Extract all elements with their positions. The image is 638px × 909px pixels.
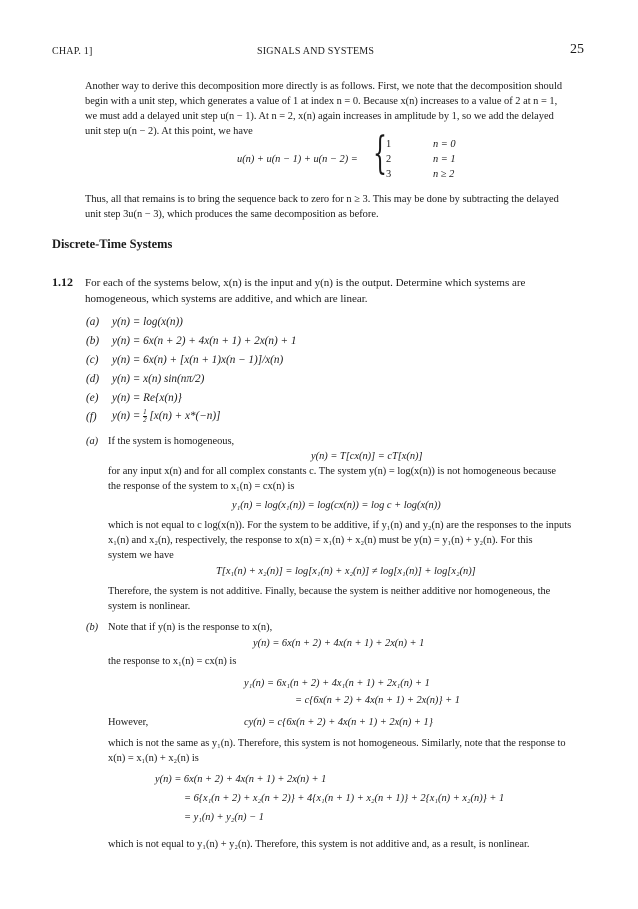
item-text-c: y(n) = 6x(n) + [x(n + 1)x(n − 1)]/x(n) bbox=[112, 354, 284, 366]
solution-b-line-1: Note that if y(n) is the response to x(n), bbox=[108, 622, 273, 633]
solution-b-label: (b) bbox=[86, 622, 99, 633]
item-label-b: (b) bbox=[86, 335, 100, 347]
solution-b-however: However, bbox=[108, 717, 149, 728]
solution-a-eq-1: y(n) = T[cx(n)] = cT[x(n)] bbox=[311, 451, 423, 462]
section-heading: Discrete-Time Systems bbox=[52, 237, 173, 251]
solution-b-line-2: the response to x₁(n) = cx(n) is bbox=[108, 656, 237, 667]
fraction-denominator: 2 bbox=[143, 416, 147, 424]
intro-line-4: unit step u(n − 2). At this point, we have bbox=[85, 126, 253, 137]
problem-number: 1.12 bbox=[52, 275, 73, 289]
intro-line-2: begin with a unit step, which generates a value of 1 at index n = 0. Because x(n) increases to a value of 2 at n = 1, bbox=[85, 96, 558, 107]
item-label-e: (e) bbox=[86, 392, 99, 404]
solution-a-line-2: for any input x(n) and for all complex constants c. The system y(n) = log(x(n)) is not homogeneous because bbox=[108, 466, 557, 477]
solution-a-line-6: system we have bbox=[108, 550, 174, 561]
chapter-label: CHAP. 1] bbox=[52, 46, 93, 57]
solution-a-eq-3: T[x₁(n) + x₂(n)] = log[x₁(n) + x₂(n)] ≠ log[x₁(n)] + log[x₂(n)] bbox=[216, 566, 476, 577]
solution-a-line-8: system is nonlinear. bbox=[108, 601, 191, 612]
left-brace: { bbox=[373, 128, 387, 179]
case-condition-3: n ≥ 2 bbox=[433, 169, 455, 180]
item-text-b: y(n) = 6x(n + 2) + 4x(n + 1) + 2x(n) + 1 bbox=[112, 335, 297, 347]
case-value-3: 3 bbox=[386, 169, 392, 180]
solution-b-eq-4b: = 6{x₁(n + 2) + x₂(n + 2)} + 4{x₁(n + 1) + x₂(n + 1)} + 2{x₁(n) + x₂(n)} + 1 bbox=[184, 793, 505, 804]
item-label-c: (c) bbox=[86, 354, 99, 366]
solution-b-eq-3: cy(n) = c{6x(n + 2) + 4x(n + 1) + 2x(n) + 1} bbox=[244, 717, 433, 728]
solution-b-eq-2b: = c{6x(n + 2) + 4x(n + 1) + 2x(n)} + 1 bbox=[295, 695, 460, 706]
intro-line-5: Thus, all that remains is to bring the sequence back to zero for n ≥ 3. This may be done by subtracting the delayed bbox=[85, 194, 559, 205]
case-condition-2: n = 1 bbox=[433, 154, 456, 165]
solution-a-line-5: x₁(n) and x₂(n), respectively, the response to x(n) = x₁(n) + x₂(n) must be y(n) = y₁(n) + y₂(n). For this bbox=[108, 535, 533, 546]
solution-a-eq-2: y₁(n) = log(x₁(n)) = log(cx(n)) = log c + log(x(n)) bbox=[232, 500, 441, 511]
fraction-numerator: 1 bbox=[143, 408, 147, 416]
piecewise-lhs: u(n) + u(n − 1) + u(n − 2) = bbox=[237, 154, 358, 165]
solution-a-line-7: Therefore, the system is not additive. Finally, because the system is neither additive nor homogeneous, the bbox=[108, 586, 551, 597]
item-text-a: y(n) = log(x(n)) bbox=[112, 316, 183, 328]
solution-b-eq-2a: y₁(n) = 6x₁(n + 2) + 4x₁(n + 1) + 2x₁(n) + 1 bbox=[244, 678, 430, 689]
intro-line-3: we must add a delayed unit step u(n − 1). At n = 2, x(n) again increases in amplitude by 1, so we add the delayed bbox=[85, 111, 554, 122]
one-half-fraction bbox=[143, 409, 147, 424]
item-text-e: y(n) = Re{x(n)} bbox=[112, 392, 182, 404]
solution-b-line-3: which is not the same as y₁(n). Therefore, this system is not homogeneous. Similarly, note that the response to bbox=[108, 738, 566, 749]
intro-line-6: unit step 3u(n − 3), which produces the same decomposition as before. bbox=[85, 209, 379, 220]
intro-line-1: Another way to derive this decomposition more directly is as follows. First, we note that the decomposition should bbox=[85, 81, 563, 92]
problem-line-1: For each of the systems below, x(n) is the input and y(n) is the output. Determine which systems are bbox=[85, 277, 526, 289]
solution-a-line-4: which is not equal to c log(x(n)). For the system to be additive, if y₁(n) and y₂(n) are the responses to the inputs bbox=[108, 520, 572, 531]
problem-line-2: homogeneous, which systems are additive, and which are linear. bbox=[85, 293, 368, 305]
solution-b-line-5: which is not equal to y₁(n) + y₂(n). Therefore, this system is not additive and, as a result, is nonlinear. bbox=[108, 839, 530, 850]
running-title: SIGNALS AND SYSTEMS bbox=[257, 46, 375, 57]
case-value-2: 2 bbox=[386, 154, 392, 165]
solution-a-label: (a) bbox=[86, 436, 99, 447]
case-value-1: 1 bbox=[386, 139, 392, 150]
item-label-a: (a) bbox=[86, 316, 100, 328]
solution-b-line-4: x(n) = x₁(n) + x₂(n) is bbox=[108, 753, 199, 764]
solution-b-eq-4a: y(n) = 6x(n + 2) + 4x(n + 1) + 2x(n) + 1 bbox=[155, 774, 327, 785]
item-label-d: (d) bbox=[86, 373, 100, 385]
item-text-f bbox=[112, 409, 220, 424]
solution-b-eq-4c: = y₁(n) + y₂(n) − 1 bbox=[184, 812, 264, 823]
solution-b-eq-1: y(n) = 6x(n + 2) + 4x(n + 1) + 2x(n) + 1 bbox=[253, 638, 425, 649]
page-number: 25 bbox=[570, 42, 584, 57]
item-f-rhs: [x(n) + x*(−n)] bbox=[149, 410, 221, 423]
solution-a-line-1: If the system is homogeneous, bbox=[108, 436, 235, 447]
solution-a-line-3: the response of the system to x₁(n) = cx(n) is bbox=[108, 481, 295, 492]
item-f-lhs: y(n) = bbox=[112, 410, 141, 423]
item-label-f: (f) bbox=[86, 411, 97, 423]
item-text-d: y(n) = x(n) sin(nπ/2) bbox=[112, 373, 205, 385]
case-condition-1: n = 0 bbox=[433, 139, 456, 150]
